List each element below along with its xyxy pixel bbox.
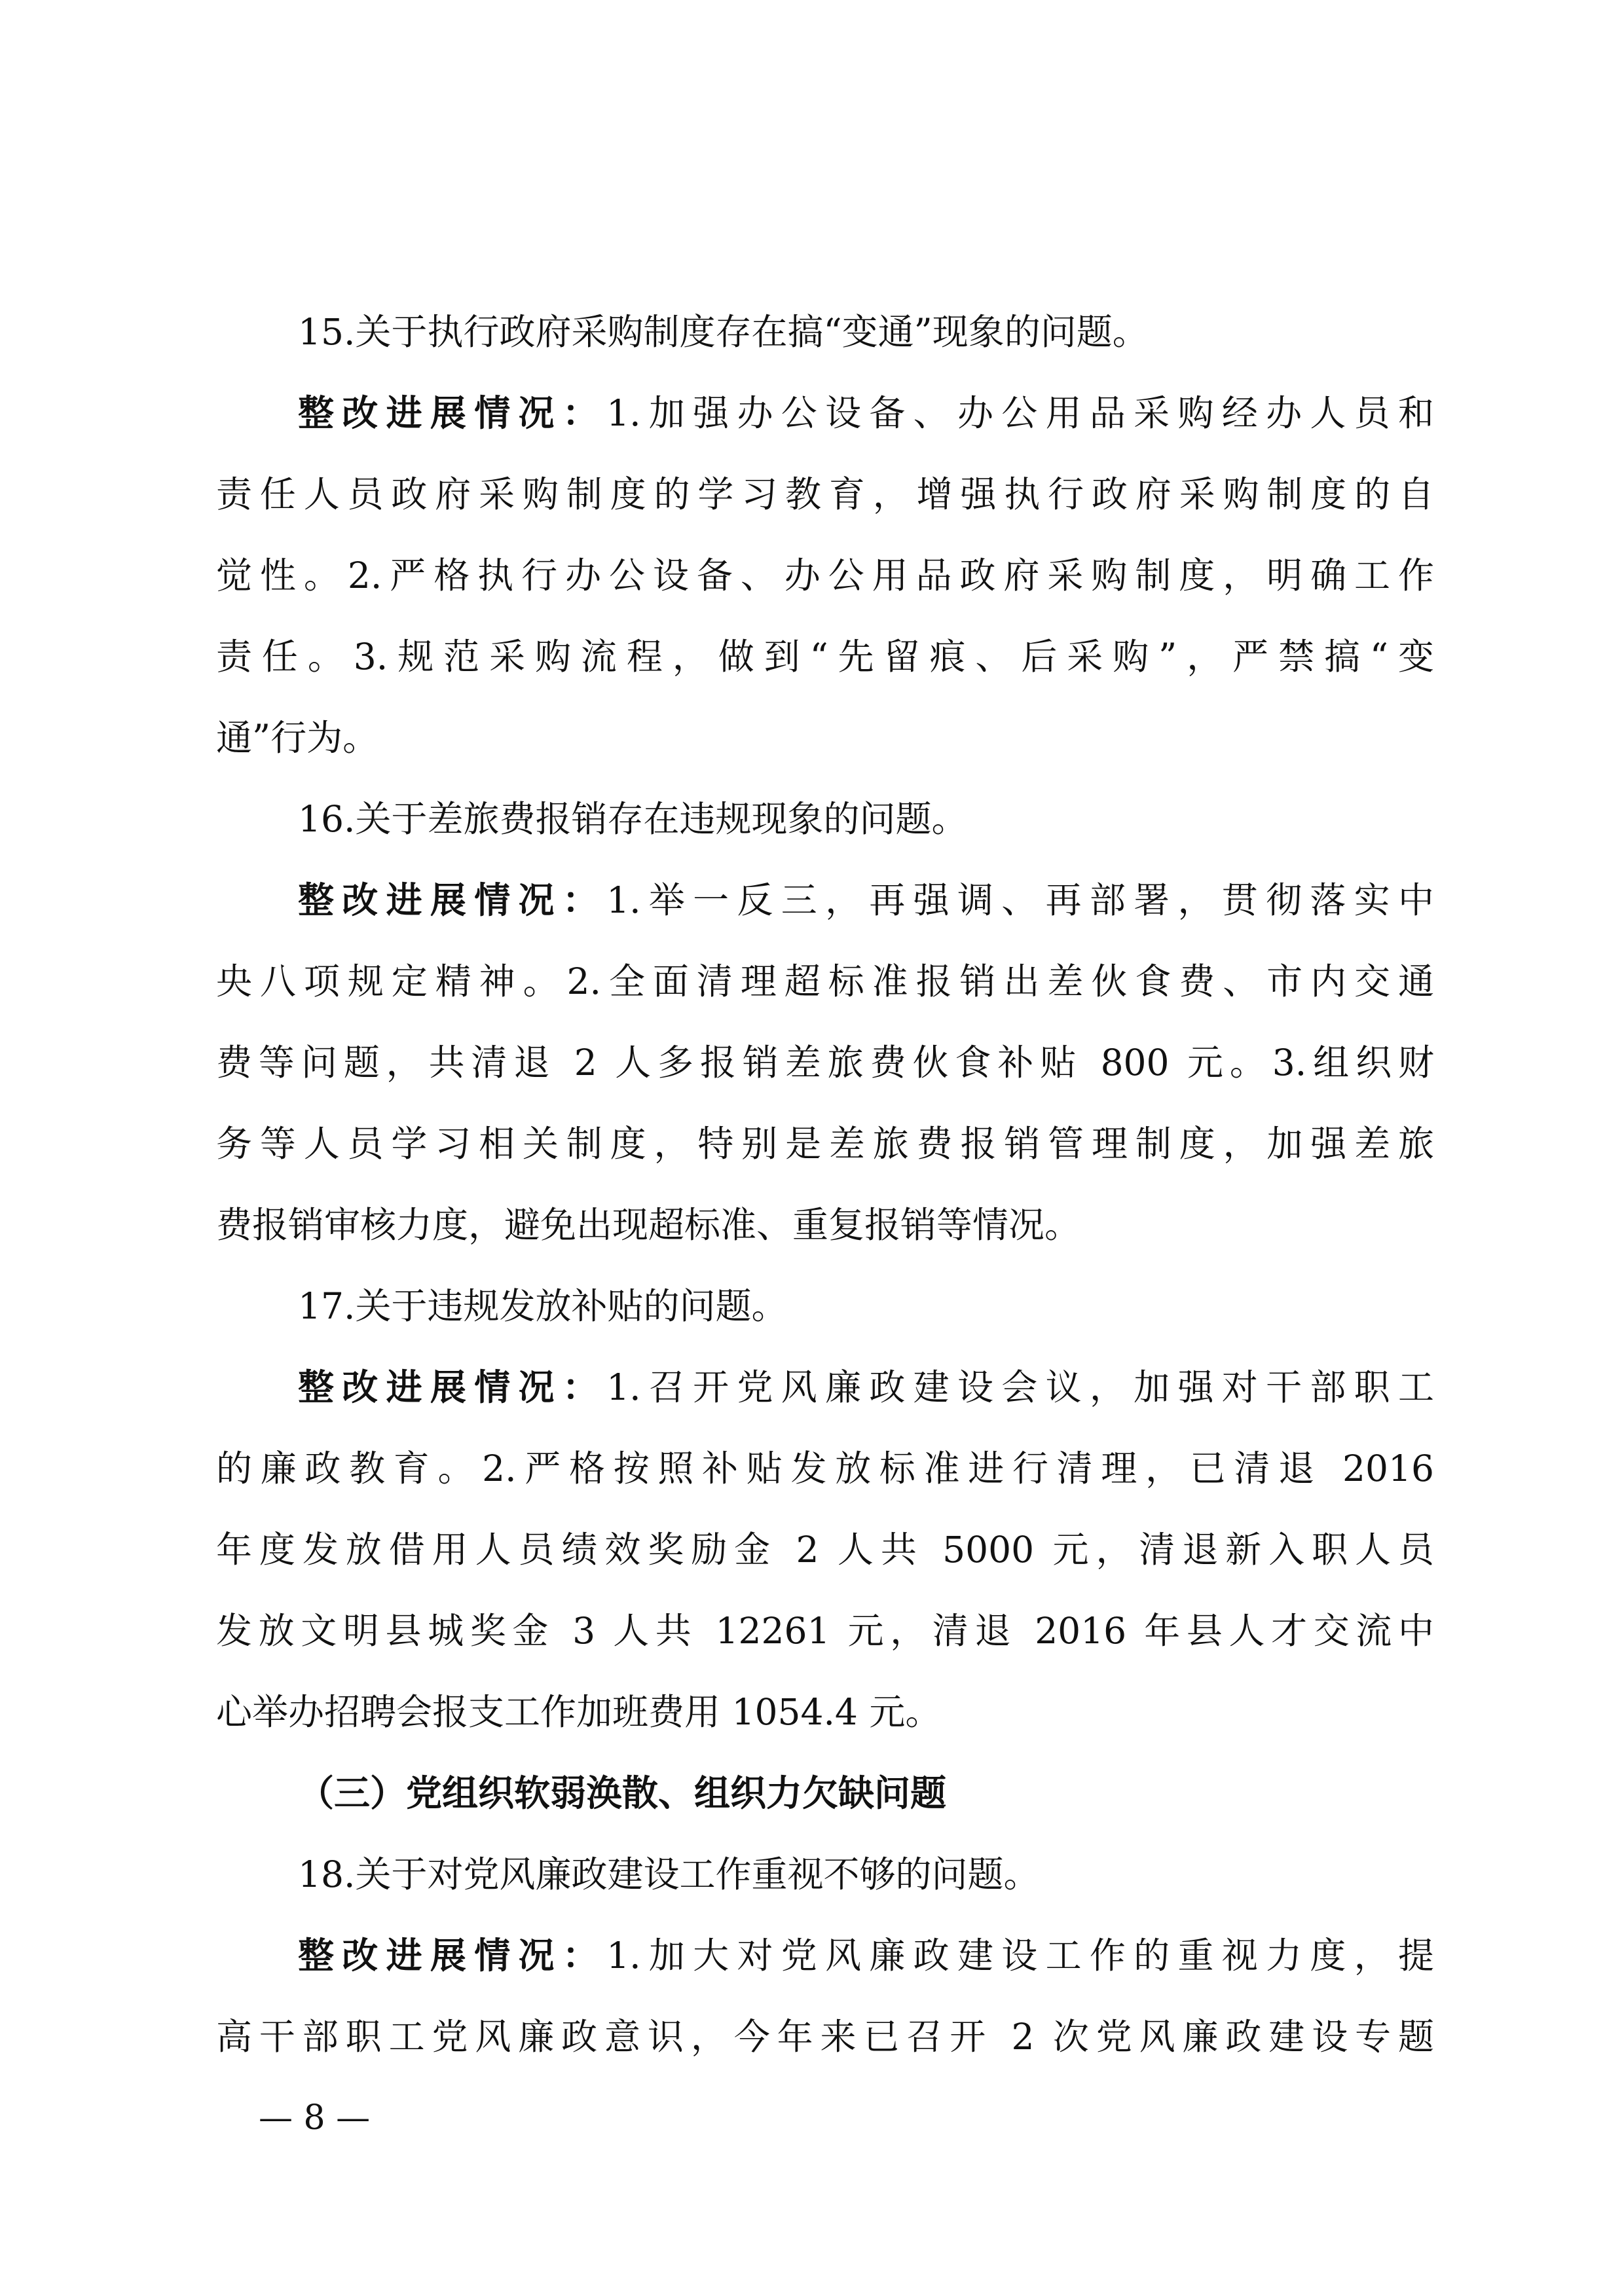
text-line: [216, 941, 1434, 1022]
text-line: [216, 1590, 1434, 1671]
text-line: [216, 1428, 1434, 1509]
page-number: — 8 —: [259, 2098, 371, 2138]
line-text: 发放文明县城奖金 3 人共 12261 元，清退 2016 年县人才交流中: [216, 1610, 1434, 1652]
text-line: [216, 1347, 1434, 1428]
line-text: 务等人员学习相关制度，特别是差旅费报销管理制度，加强差旅: [216, 1123, 1434, 1165]
text-line: [216, 1509, 1434, 1590]
section-heading: [216, 1753, 1434, 1834]
text-line: [216, 1834, 1434, 1915]
text-line: [216, 1022, 1434, 1103]
line-text: 心举办招聘会报支工作加班费用 1054.4 元。: [216, 1691, 942, 1733]
line-text: 1.加强办公设备、办公用品采购经办人员和: [606, 392, 1434, 434]
line-text: 1.召开党风廉政建设会议，加强对干部职工: [606, 1366, 1434, 1408]
text-line: [216, 1184, 1434, 1266]
line-text: 责任。3.规范采购流程，做到“先留痕、后采购”，严禁搞“变: [216, 636, 1434, 678]
progress-label: 整改进展情况：: [298, 392, 607, 434]
line-text: 觉性。2.严格执行办公设备、办公用品政府采购制度，明确工作: [216, 555, 1434, 596]
text-line: [216, 616, 1434, 697]
progress-label: 整改进展情况：: [298, 1366, 607, 1408]
line-text: 1.加大对党风廉政建设工作的重视力度，提: [606, 1935, 1434, 1977]
text-line: [216, 1671, 1434, 1753]
text-line: [216, 1915, 1434, 1996]
line-text: 高干部职工党风廉政意识，今年来已召开 2 次党风廉政建设专题: [216, 2016, 1434, 2058]
line-text: 16.关于差旅费报销存在违规现象的问题。: [298, 798, 968, 840]
line-text: 15.关于执行政府采购制度存在搞“变通”现象的问题。: [298, 311, 1149, 353]
text-line: [216, 291, 1434, 373]
line-text: （三）党组织软弱涣散、组织力欠缺问题: [298, 1772, 947, 1814]
text-line: [216, 535, 1434, 616]
line-text: 责任人员政府采购制度的学习教育，增强执行政府采购制度的自: [216, 473, 1434, 515]
line-text: 年度发放借用人员绩效奖励金 2 人共 5000 元，清退新入职人员: [216, 1529, 1434, 1571]
progress-label: 整改进展情况：: [298, 1934, 607, 1977]
text-line: [216, 454, 1434, 535]
text-line: [216, 1266, 1434, 1347]
line-text: 的廉政教育。2.严格按照补贴发放标准进行清理，已清退 2016: [216, 1448, 1434, 1489]
text-line: [216, 1103, 1434, 1184]
progress-label: 整改进展情况：: [298, 879, 607, 921]
line-text: 费等问题，共清退 2 人多报销差旅费伙食补贴 800 元。3.组织财: [216, 1042, 1434, 1084]
document-body: [216, 291, 1434, 2077]
line-text: 1.举一反三，再强调、再部署，贯彻落实中: [606, 879, 1434, 921]
line-text: 17.关于违规发放补贴的问题。: [298, 1285, 788, 1327]
line-text: 通”行为。: [216, 717, 379, 759]
text-line: [216, 697, 1434, 778]
text-line: [216, 1996, 1434, 2077]
text-line: [216, 778, 1434, 860]
text-line: [216, 373, 1434, 454]
line-text: 18.关于对党风廉政建设工作重视不够的问题。: [298, 1853, 1040, 1895]
line-text: 费报销审核力度，避免出现超标准、重复报销等情况。: [216, 1204, 1081, 1246]
line-text: 央八项规定精神。2.全面清理超标准报销出差伙食费、市内交通: [216, 960, 1434, 1002]
text-line: [216, 860, 1434, 941]
